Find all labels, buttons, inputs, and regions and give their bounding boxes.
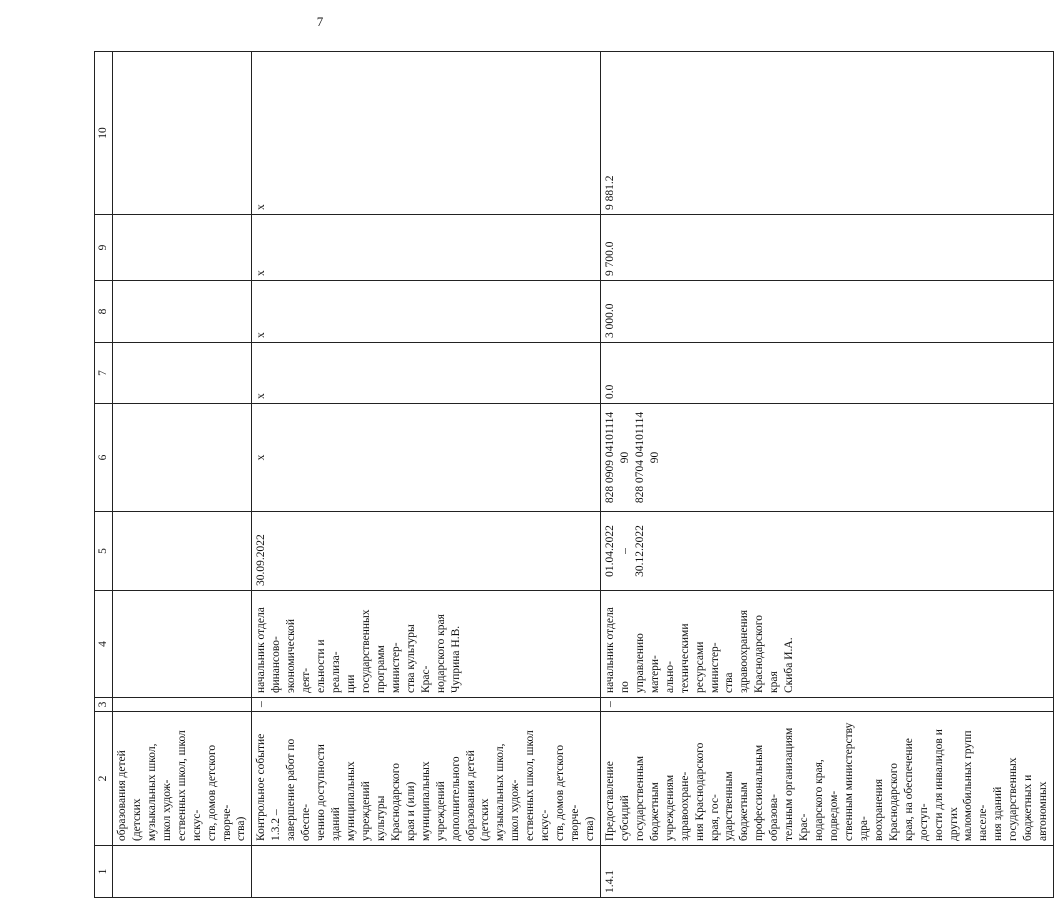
header-cell: 8 — [95, 281, 113, 343]
row-number-cell — [252, 846, 601, 898]
measure-description-cell: образования детей (детских музыкальных школ, школ худож- ественных школ, школ искус- ств, домов детского творче- ства) — [112, 712, 251, 846]
value-cell: 0.0 — [600, 343, 1053, 404]
table-header-row — [95, 52, 113, 898]
header-cell: 5 — [95, 512, 113, 591]
header-cell: 4 — [95, 591, 113, 698]
value-cell: x — [252, 215, 601, 281]
header-cell: 10 — [95, 52, 113, 215]
table-row — [112, 52, 251, 898]
page-number: 7 — [316, 14, 324, 29]
table-row — [252, 52, 601, 898]
value-cell: x — [252, 281, 601, 343]
date-cell: 30.09.2022 — [252, 512, 601, 591]
document-table — [94, 51, 1054, 898]
header-cell: 9 — [95, 215, 113, 281]
budget-code-cell: 828 0909 04101114 90 828 0704 04101114 90 — [600, 404, 1053, 512]
header-cell: 1 — [95, 846, 113, 898]
header-cell: 2 — [95, 712, 113, 846]
row-number-cell — [112, 846, 251, 898]
status-cell: – — [600, 698, 1053, 712]
value-cell: 3 000.0 — [600, 281, 1053, 343]
date-cell: 01.04.2022 – 30.12.2022 — [600, 512, 1053, 591]
row-number-cell: 1.4.1 — [600, 846, 1053, 898]
responsible-cell — [112, 591, 251, 698]
budget-code-cell — [112, 404, 251, 512]
budget-code-cell: x — [252, 404, 601, 512]
value-cell: 9 700.0 — [600, 215, 1053, 281]
table-row — [600, 52, 1053, 898]
header-cell: 7 — [95, 343, 113, 404]
value-cell: x — [252, 343, 601, 404]
value-cell: x — [252, 52, 601, 215]
value-cell: 9 881.2 — [600, 52, 1053, 215]
responsible-cell: начальник отдела по управлению матери- ально-техническими ресурсами министер- ства здравоохранения Краснодарского края Скиба И.А. — [600, 591, 1053, 698]
value-cell — [112, 215, 251, 281]
measure-description-cell: Предоставление субсидий государственным бюджетным учреждениям здравоохране- ния Краснодарского края, гос- ударственным бюджетным профессиональным образова- тельным организациям Крас- нодарского края, подведом- ственным министерству здра- воохранения Краснодарского края, на обеспечение доступ- ности для инвалидов и других маломобильных групп населе- ния зданий государственных бюджетных и автономных — [600, 712, 1053, 846]
header-cell: 3 — [95, 698, 113, 712]
value-cell — [112, 343, 251, 404]
status-cell: – — [252, 698, 601, 712]
rotated-table-container — [94, 52, 1050, 898]
value-cell — [112, 281, 251, 343]
value-cell — [112, 52, 251, 215]
measure-description-cell: Контрольное событие 1.3.2 – завершение работ по обеспе- чению доступности зданий муниципальных учреждений культуры Краснодарского края и (или) муниципальных учреждений дополнительного образования детей (детских музыкальных школ, школ худож- ественных школ, школ искус- ств, домов детского творче- ства) — [252, 712, 601, 846]
header-cell: 6 — [95, 404, 113, 512]
date-cell — [112, 512, 251, 591]
responsible-cell: начальник отдела финансово- экономической деят- ельности и реализа- ции государственных программ министер- ства культуры Крас- нодарского края Чуприна Н.В. — [252, 591, 601, 698]
status-cell — [112, 698, 251, 712]
